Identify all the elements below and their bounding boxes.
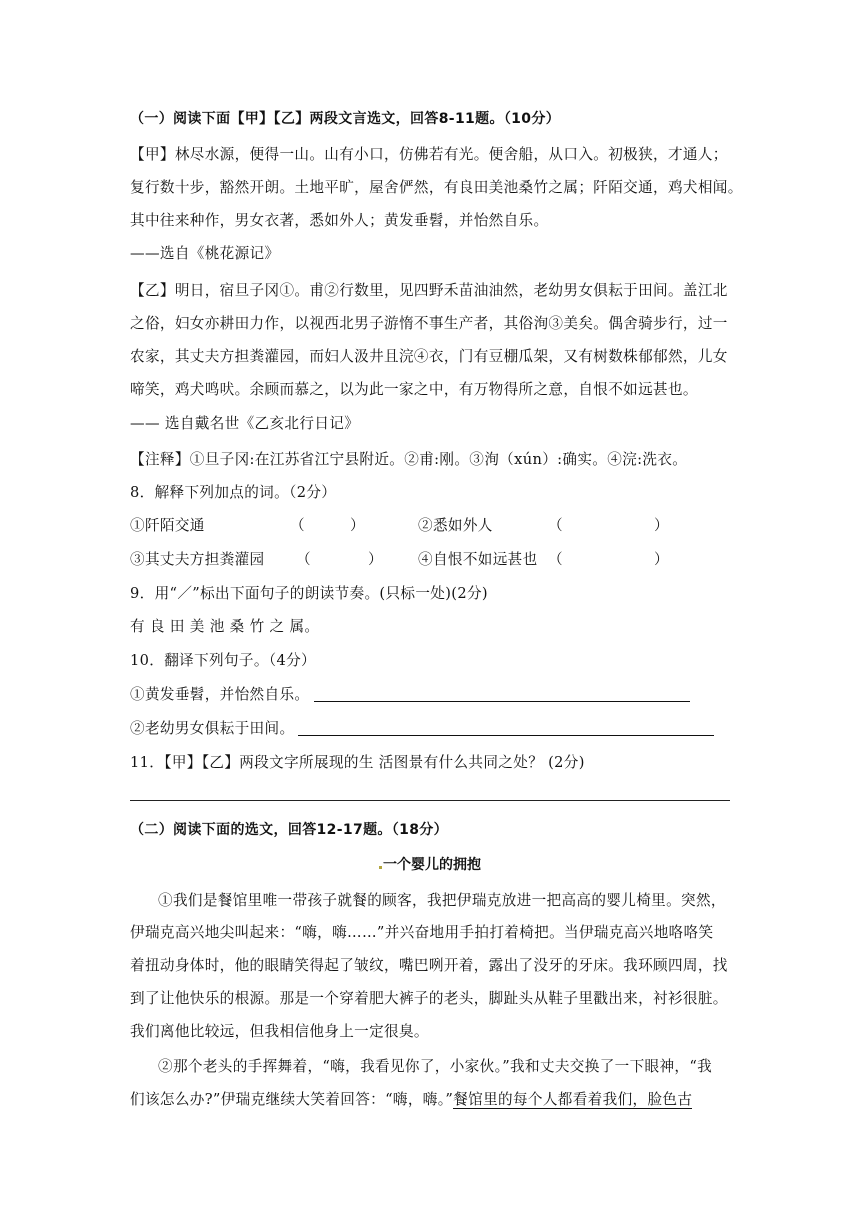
underlined-sentence: 餐馆里的每个人都看着我们，脸色古 <box>453 1091 693 1108</box>
jia-line-1: 【甲】林尽水源，便得一山。山有小口，仿佛若有光。便舍船，从口入。初极狭，才通人； <box>130 146 728 163</box>
q8-item-2-open-paren: （ <box>548 517 563 534</box>
yi-line-4: 啼笑，鸡犬鸣吠。余顾而慕之，以为此一家之中，有万物得所之意，自恨不如远甚也。 <box>130 381 698 398</box>
section1-heading: （一）阅读下面【甲】【乙】两段文言选文，回答8-11题。（10分） <box>130 111 561 127</box>
q10-item-2-answer-line[interactable] <box>298 735 714 736</box>
q8-item-4: ④自恨不如远甚也 <box>418 551 538 568</box>
article-title: 一个婴儿的拥抱 <box>383 857 481 873</box>
q11-stem: 11．【甲】【乙】两段文字所展现的生 活图景有什么共同之处？ (2分) <box>130 754 585 771</box>
q10-item-1-answer-line[interactable] <box>314 701 690 702</box>
p1-line-3: 着扭动身体时，他的眼睛笑得起了皱纹，嘴巴咧开着，露出了没牙的牙床。我环顾四周，找 <box>130 957 728 974</box>
annotation-note: 【注释】①旦子冈:在江苏省江宁县附近。②甫:刚。③洵（xún）:确实。④浣:洗衣。 <box>130 451 688 468</box>
q10-item-2: ②老幼男女俱耘于田间。 <box>130 720 295 737</box>
p2-line-1: ②那个老头的手挥舞着，“嗨，我看见你了，小家伙。”我和丈夫交换了一下眼神，“我 <box>158 1058 713 1075</box>
p2-line-2 <box>130 1089 740 1111</box>
q9-sentence: 有 良 田 美 池 桑 竹 之 属。 <box>130 618 320 635</box>
yi-line-3: 农家，其丈夫方担粪灌园，而妇人汲井且浣④衣，门有豆棚瓜架，又有树数株郁郁然，儿女 <box>130 348 728 365</box>
p1-line-5: 我们离他比较远，但我相信他身上一定很臭。 <box>130 1023 429 1040</box>
q8-item-1-close-paren: ） <box>350 517 365 534</box>
q8-item-3-close-paren: ） <box>368 551 383 568</box>
section2-heading: （二）阅读下面的选文，回答12-17题。（18分） <box>130 822 449 838</box>
p2-line-2-text: 们该怎么办?”伊瑞克继续大笑着回答：“嗨，嗨。” <box>130 1091 454 1108</box>
yi-source: —— 选自戴名世《乙亥北行日记》 <box>130 415 360 432</box>
yi-line-1: 【乙】明日，宿旦子冈①。甫②行数里，见四野禾苗油油然，老幼男女俱耘于田间。盖江北 <box>130 282 728 299</box>
q8-item-3: ③其丈夫方担粪灌园 <box>130 551 265 568</box>
q8-stem: 8．解释下列加点的词。（2分） <box>130 484 337 501</box>
q8-item-4-close-paren: ） <box>654 551 669 568</box>
jia-line-3: 其中往来种作，男女衣著，悉如外人；黄发垂髫，并怡然自乐。 <box>130 212 549 229</box>
q8-item-2: ②悉如外人 <box>418 517 493 534</box>
section-divider <box>130 800 730 801</box>
p1-line-4: 到了让他快乐的根源。那是一个穿着肥大裤子的老头，脚趾头从鞋子里戳出来，衬衫很脏。 <box>130 990 728 1007</box>
jia-source: ——选自《桃花源记》 <box>130 245 280 262</box>
q8-item-1: ①阡陌交通 <box>130 517 205 534</box>
q10-item-1: ①黄发垂髫，并怡然自乐。 <box>130 686 310 703</box>
jia-line-2: 复行数十步，豁然开朗。土地平旷，屋舍俨然，有良田美池桑竹之属；阡陌交通，鸡犬相闻。 <box>130 179 743 196</box>
article-title-wrap <box>0 854 860 876</box>
q9-stem: 9．用“／”标出下面句子的朗读节奏。(只标一处)(2分) <box>130 585 488 602</box>
p1-line-1: ①我们是餐馆里唯一带孩子就餐的顾客，我把伊瑞克放进一把高高的婴儿椅里。突然， <box>158 892 726 909</box>
q10-stem: 10．翻译下列句子。（4分） <box>130 652 316 669</box>
q8-item-3-open-paren: （ <box>296 551 311 568</box>
title-dot-mark <box>379 866 382 869</box>
q8-item-4-open-paren: （ <box>548 551 563 568</box>
q8-item-1-open-paren: （ <box>290 517 305 534</box>
p1-line-2: 伊瑞克高兴地尖叫起来：“嗨，嗨……”并兴奋地用手拍打着椅把。当伊瑞克高兴地咯咯笑 <box>130 924 714 941</box>
q8-item-2-close-paren: ） <box>654 517 669 534</box>
yi-line-2: 之俗，妇女亦耕田力作，以视西北男子游惰不事生产者，其俗洵③美矣。偶舍骑步行，过一 <box>130 315 728 332</box>
